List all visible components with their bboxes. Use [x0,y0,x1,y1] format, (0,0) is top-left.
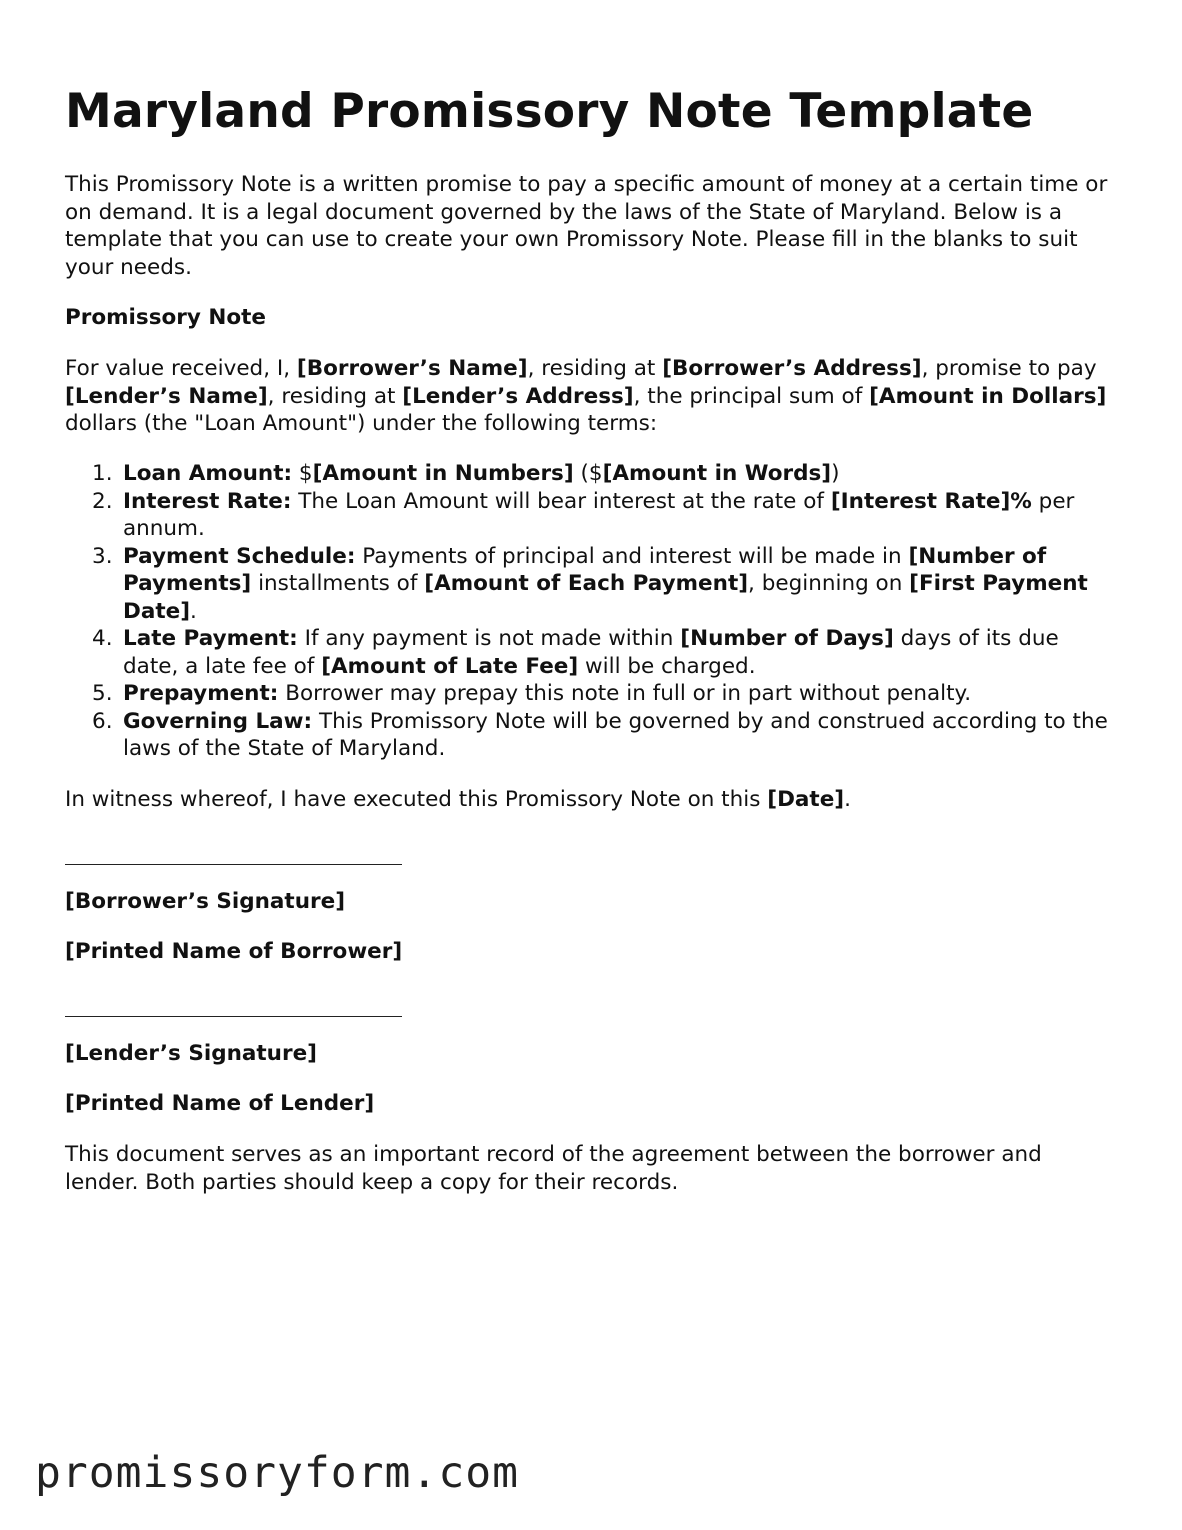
term-text: . [190,598,197,624]
first-payment-date-field: [First Payment Date] [123,571,1088,624]
term-text: will be charged. [578,653,756,679]
term-label: Payment Schedule: [123,543,356,569]
borrower-printed-name-label [65,938,1120,966]
witness-text: In witness whereof, I have executed this Promissory Note on this [65,787,768,812]
terms-list [65,460,1120,763]
term-label: Interest Rate: [123,488,292,514]
lender-signature-line [65,1016,402,1017]
borrower-name-field: [Borrower’s Name] [296,356,528,381]
amount-dollars-field: [Amount in Dollars] [869,383,1107,409]
lender-signature-label [65,1040,1120,1068]
term-label: Late Payment: [123,626,298,651]
witness-text: . [844,787,851,812]
witness-paragraph [65,786,1120,814]
closing-paragraph: This document serves as an important record of the agreement between the borrower and lender. Both parties should keep a copy for their records. [65,1142,1042,1195]
term-label: Governing Law: [123,708,313,734]
term-governing-law [123,708,1120,763]
term-label: Prepayment: [123,681,279,706]
lender-signature-text: [Lender’s Signature] [65,1041,317,1066]
borrower-signature-line [65,864,402,865]
document-title: Maryland Promissory Note Template [65,84,1034,139]
amount-numbers-field: [Amount in Numbers] [312,461,574,486]
opening-paragraph [65,355,1120,438]
term-text: If any payment is not made within [297,626,681,651]
borrower-printed-name-text: [Printed Name of Borrower] [65,939,403,964]
section-heading-text: Promissory Note [65,305,266,330]
term-prepayment [123,680,1120,708]
intro-paragraph: This Promissory Note is a written promise to pay a specific amount of money at a certain time or on demand. It is a legal document governed by the laws of the State of Maryland. Below is a template that you can use to create your own Promissory Note. Please fill in the blanks to suit your needs. [65,172,1108,280]
term-label: Loan Amount: [123,461,293,486]
opening-text: dollars (the "Loan Amount") under the following terms: [65,411,658,436]
term-late-payment [123,625,1120,680]
term-text: $ [292,461,313,486]
borrower-signature-text: [Borrower’s Signature] [65,889,346,914]
term-text: per annum. [123,488,1075,541]
term-text: ) [831,461,840,486]
late-fee-field: [Amount of Late Fee] [321,653,579,679]
section-heading [65,304,1120,332]
opening-text: For value received, I, [65,356,297,381]
lender-printed-name-label [65,1090,1120,1118]
opening-text: , the principal sum of [633,383,870,409]
terms-list-container [65,460,1120,763]
term-text: Borrower may prepay this note in full or in part without penalty. [278,681,972,706]
number-of-payments-field: [Number of Payments] [123,543,1047,596]
borrower-address-field: [Borrower’s Address] [662,356,922,381]
term-interest-rate [123,488,1120,543]
lender-printed-name-text: [Printed Name of Lender] [65,1091,375,1116]
term-text: ($ [573,461,603,486]
opening-text: , promise to pay [921,356,1097,381]
term-loan-amount [123,460,1120,488]
lender-name-field: [Lender’s Name] [65,383,268,409]
term-text: days of its due date, a late fee of [123,626,1059,679]
interest-rate-field: [Interest Rate]% [830,488,1032,514]
opening-text: , residing at [527,356,663,381]
term-text: The Loan Amount will bear interest at the rate of [291,488,831,514]
term-text: Payments of principal and interest will be made in [355,543,909,569]
term-payment-schedule [123,543,1120,626]
term-text: This Promissory Note will be governed by and construed according to the laws of the State of Maryland. [123,708,1108,761]
opening-text: , residing at [267,383,403,409]
term-text: installments of [251,571,425,596]
lender-address-field: [Lender’s Address] [402,383,634,409]
borrower-signature-label [65,888,1120,916]
date-field: [Date] [767,787,845,812]
number-of-days-field: [Number of Days] [680,626,894,651]
payment-amount-field: [Amount of Each Payment] [424,571,749,596]
amount-words-field: [Amount in Words] [602,461,832,486]
term-text: , beginning on [748,571,910,596]
site-watermark: promissoryform.com [35,1448,519,1498]
